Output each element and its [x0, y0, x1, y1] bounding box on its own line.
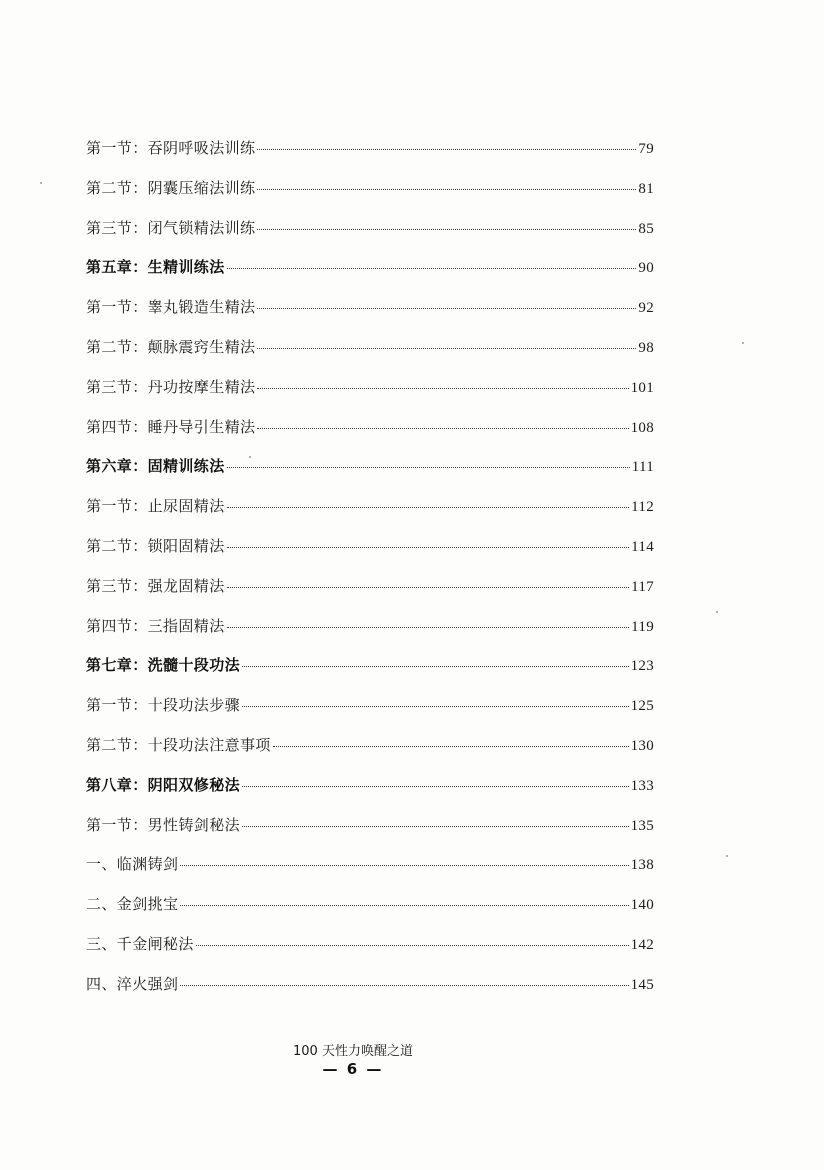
toc-entry-page-number: 108	[630, 419, 654, 436]
toc-chapter-entry	[86, 774, 654, 814]
toc-entry-title: 第四节：睡丹导引生精法	[86, 417, 256, 436]
toc-entry-title: 第三节：强龙固精法	[86, 576, 225, 595]
table-of-contents	[86, 137, 654, 1013]
dot-leader	[257, 149, 636, 150]
toc-entry-page-number: 125	[630, 698, 654, 715]
toc-section-entry	[86, 814, 654, 854]
dot-leader	[227, 547, 630, 548]
dot-leader	[242, 666, 629, 667]
toc-entry-page-number: 98	[638, 339, 654, 356]
toc-entry-title: 第二节：颠脉震窍生精法	[86, 337, 256, 356]
dot-leader	[242, 706, 629, 707]
dot-leader	[227, 268, 637, 269]
toc-entry-title: 第三节：丹功按摩生精法	[86, 377, 256, 396]
toc-entry-title: 二、金剑挑宝	[86, 895, 179, 914]
dot-leader	[242, 786, 629, 787]
toc-section-entry	[86, 734, 654, 774]
toc-entry-page-number: 117	[631, 578, 654, 595]
toc-entry-title: 第三节：闭气锁精法训练	[86, 218, 256, 237]
toc-section-entry	[86, 575, 654, 615]
toc-section-entry	[86, 615, 654, 655]
dot-leader	[242, 826, 629, 827]
toc-section-entry	[86, 933, 654, 973]
toc-entry-page-number: 85	[638, 220, 654, 237]
dot-leader	[227, 467, 630, 468]
dot-leader	[257, 428, 628, 429]
scan-speck	[716, 611, 718, 613]
toc-entry-title: 第二节：十段功法注意事项	[86, 735, 271, 754]
toc-entry-page-number: 123	[630, 658, 654, 675]
toc-section-entry	[86, 137, 654, 177]
scan-speck	[40, 182, 42, 184]
dot-leader	[180, 905, 628, 906]
footer-page-number: — 6 —	[322, 1060, 384, 1078]
scan-speck	[726, 855, 728, 857]
dot-leader	[273, 746, 629, 747]
toc-section-entry	[86, 893, 654, 933]
toc-entry-title: 第七章：洗髓十段功法	[86, 656, 241, 675]
toc-section-entry	[86, 853, 654, 893]
toc-entry-title: 第一节：男性铸剑秘法	[86, 815, 241, 834]
toc-entry-page-number: 145	[630, 976, 654, 993]
toc-section-entry	[86, 973, 654, 1013]
toc-entry-title: 第一节：睾丸锻造生精法	[86, 298, 256, 317]
toc-section-entry	[86, 376, 654, 416]
toc-entry-title: 第一节：吞阴呼吸法训练	[86, 139, 256, 157]
toc-entry-title: 第一节：止尿固精法	[86, 497, 225, 516]
toc-entry-title: 第六章：固精训练法	[86, 457, 225, 476]
toc-entry-page-number: 92	[638, 300, 654, 317]
dot-leader	[257, 189, 636, 190]
toc-entry-title: 第一节：十段功法步骤	[86, 696, 241, 715]
toc-entry-title: 第八章：阴阳双修秘法	[86, 775, 241, 794]
toc-entry-page-number: 133	[630, 777, 654, 794]
toc-entry-page-number: 138	[630, 857, 654, 874]
dot-leader	[227, 627, 630, 628]
toc-entry-page-number: 119	[631, 618, 654, 635]
toc-section-entry	[86, 416, 654, 456]
toc-entry-title: 第二节：锁阳固精法	[86, 536, 225, 555]
toc-entry-title: 第五章：生精训练法	[86, 258, 225, 277]
toc-entry-page-number: 142	[630, 936, 654, 953]
toc-entry-page-number: 101	[630, 379, 654, 396]
dot-leader	[227, 587, 630, 588]
toc-entry-title: 第二节：阴囊压缩法训练	[86, 178, 256, 197]
dot-leader	[227, 507, 630, 508]
toc-chapter-entry	[86, 256, 654, 296]
dot-leader	[180, 865, 628, 866]
toc-entry-page-number: 81	[638, 180, 654, 197]
toc-chapter-entry	[86, 654, 654, 694]
toc-section-entry	[86, 296, 654, 336]
toc-entry-page-number: 79	[638, 141, 654, 157]
dot-leader	[257, 348, 636, 349]
dot-leader	[257, 388, 628, 389]
toc-section-entry	[86, 535, 654, 575]
toc-entry-page-number: 114	[631, 538, 654, 555]
dot-leader	[180, 985, 628, 986]
scan-speck	[742, 342, 744, 344]
toc-section-entry	[86, 336, 654, 376]
toc-entry-page-number: 140	[630, 897, 654, 914]
toc-entry-title: 三、千金闸秘法	[86, 934, 194, 953]
toc-section-entry	[86, 694, 654, 734]
toc-entry-page-number: 130	[630, 737, 654, 754]
dot-leader	[257, 308, 636, 309]
scan-speck	[249, 456, 251, 458]
dot-leader	[257, 229, 636, 230]
toc-entry-page-number: 112	[631, 499, 654, 516]
toc-entry-page-number: 90	[638, 260, 654, 277]
dot-leader	[196, 945, 629, 946]
toc-entry-title: 四、淬火强剑	[86, 974, 179, 993]
toc-entry-title: 一、临渊铸剑	[86, 855, 179, 874]
toc-entry-page-number: 111	[631, 459, 654, 476]
toc-chapter-entry	[86, 455, 654, 495]
toc-section-entry	[86, 217, 654, 257]
toc-section-entry	[86, 177, 654, 217]
footer-book-title: 100 天性力唤醒之道	[293, 1044, 413, 1059]
toc-entry-page-number: 135	[630, 817, 654, 834]
toc-entry-title: 第四节：三指固精法	[86, 616, 225, 635]
toc-section-entry	[86, 495, 654, 535]
